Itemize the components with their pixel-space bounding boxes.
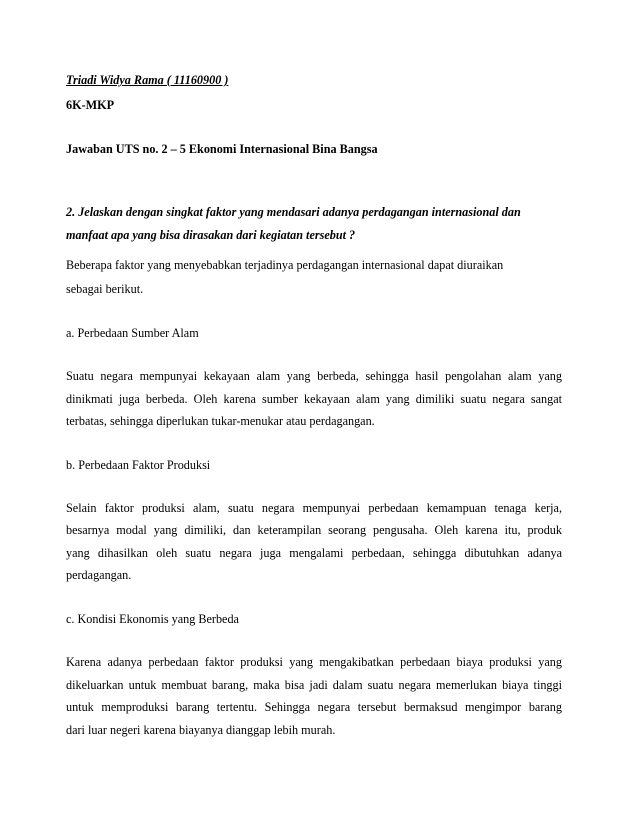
section-b-line-4: perdagangan.: [66, 568, 132, 582]
section-heading-a: a. Perbedaan Sumber Alam: [66, 326, 199, 340]
document-subject: Jawaban UTS no. 2 – 5 Ekonomi Internasional Bina Bangsa: [66, 142, 378, 156]
section-c-line-4: dari luar negeri karena biayanya dianggap lebih murah.: [66, 723, 336, 737]
section-b-line-1: Selain faktor produksi alam, suatu negara mempunyai perbedaan kemampuan tenaga kerja,: [66, 501, 562, 515]
question-line-1: 2. Jelaskan dengan singkat faktor yang mendasari adanya perdagangan internasional dan: [66, 205, 521, 219]
section-heading-c: c. Kondisi Ekonomis yang Berbeda: [66, 612, 239, 626]
section-c-line-2: dikeluarkan untuk membuat barang, maka bisa jadi dalam suatu negara memerlukan biaya tinggi: [66, 678, 562, 692]
section-b-line-3: yang dihasilkan oleh suatu negara juga mengalami perbedaan, sehingga dibutuhkan adanya: [66, 546, 562, 560]
question-line-2: manfaat apa yang bisa dirasakan dari kegiatan tersebut ?: [66, 228, 356, 242]
section-c-line-1: Karena adanya perbedaan faktor produksi yang mengakibatkan perbedaan biaya produksi yang: [66, 655, 562, 669]
author-name: Triadi Widya Rama ( 11160900 ): [66, 73, 229, 87]
section-a-line-3: terbatas, sehingga diperlukan tukar-menukar atau perdagangan.: [66, 414, 375, 428]
intro-line-2: sebagai berikut.: [66, 282, 144, 296]
section-a-line-2: dinikmati juga berbeda. Oleh karena sumber kekayaan alam yang dimiliki suatu negara sangat: [66, 392, 562, 406]
section-c-line-3: untuk memproduksi barang tertentu. Sehingga negara tersebut bermaksud mengimpor barang: [66, 700, 562, 714]
intro-line-1: Beberapa faktor yang menyebabkan terjadinya perdagangan internasional dapat diuraikan: [66, 258, 504, 272]
class-code: 6K-MKP: [66, 98, 115, 112]
section-a-line-1: Suatu negara mempunyai kekayaan alam yang berbeda, sehingga hasil pengolahan alam yang: [66, 369, 562, 383]
section-heading-b: b. Perbedaan Faktor Produksi: [66, 458, 211, 472]
section-b-line-2: besarnya modal yang dimiliki, dan keterampilan seorang pengusaha. Oleh karena itu, produk: [66, 523, 562, 537]
